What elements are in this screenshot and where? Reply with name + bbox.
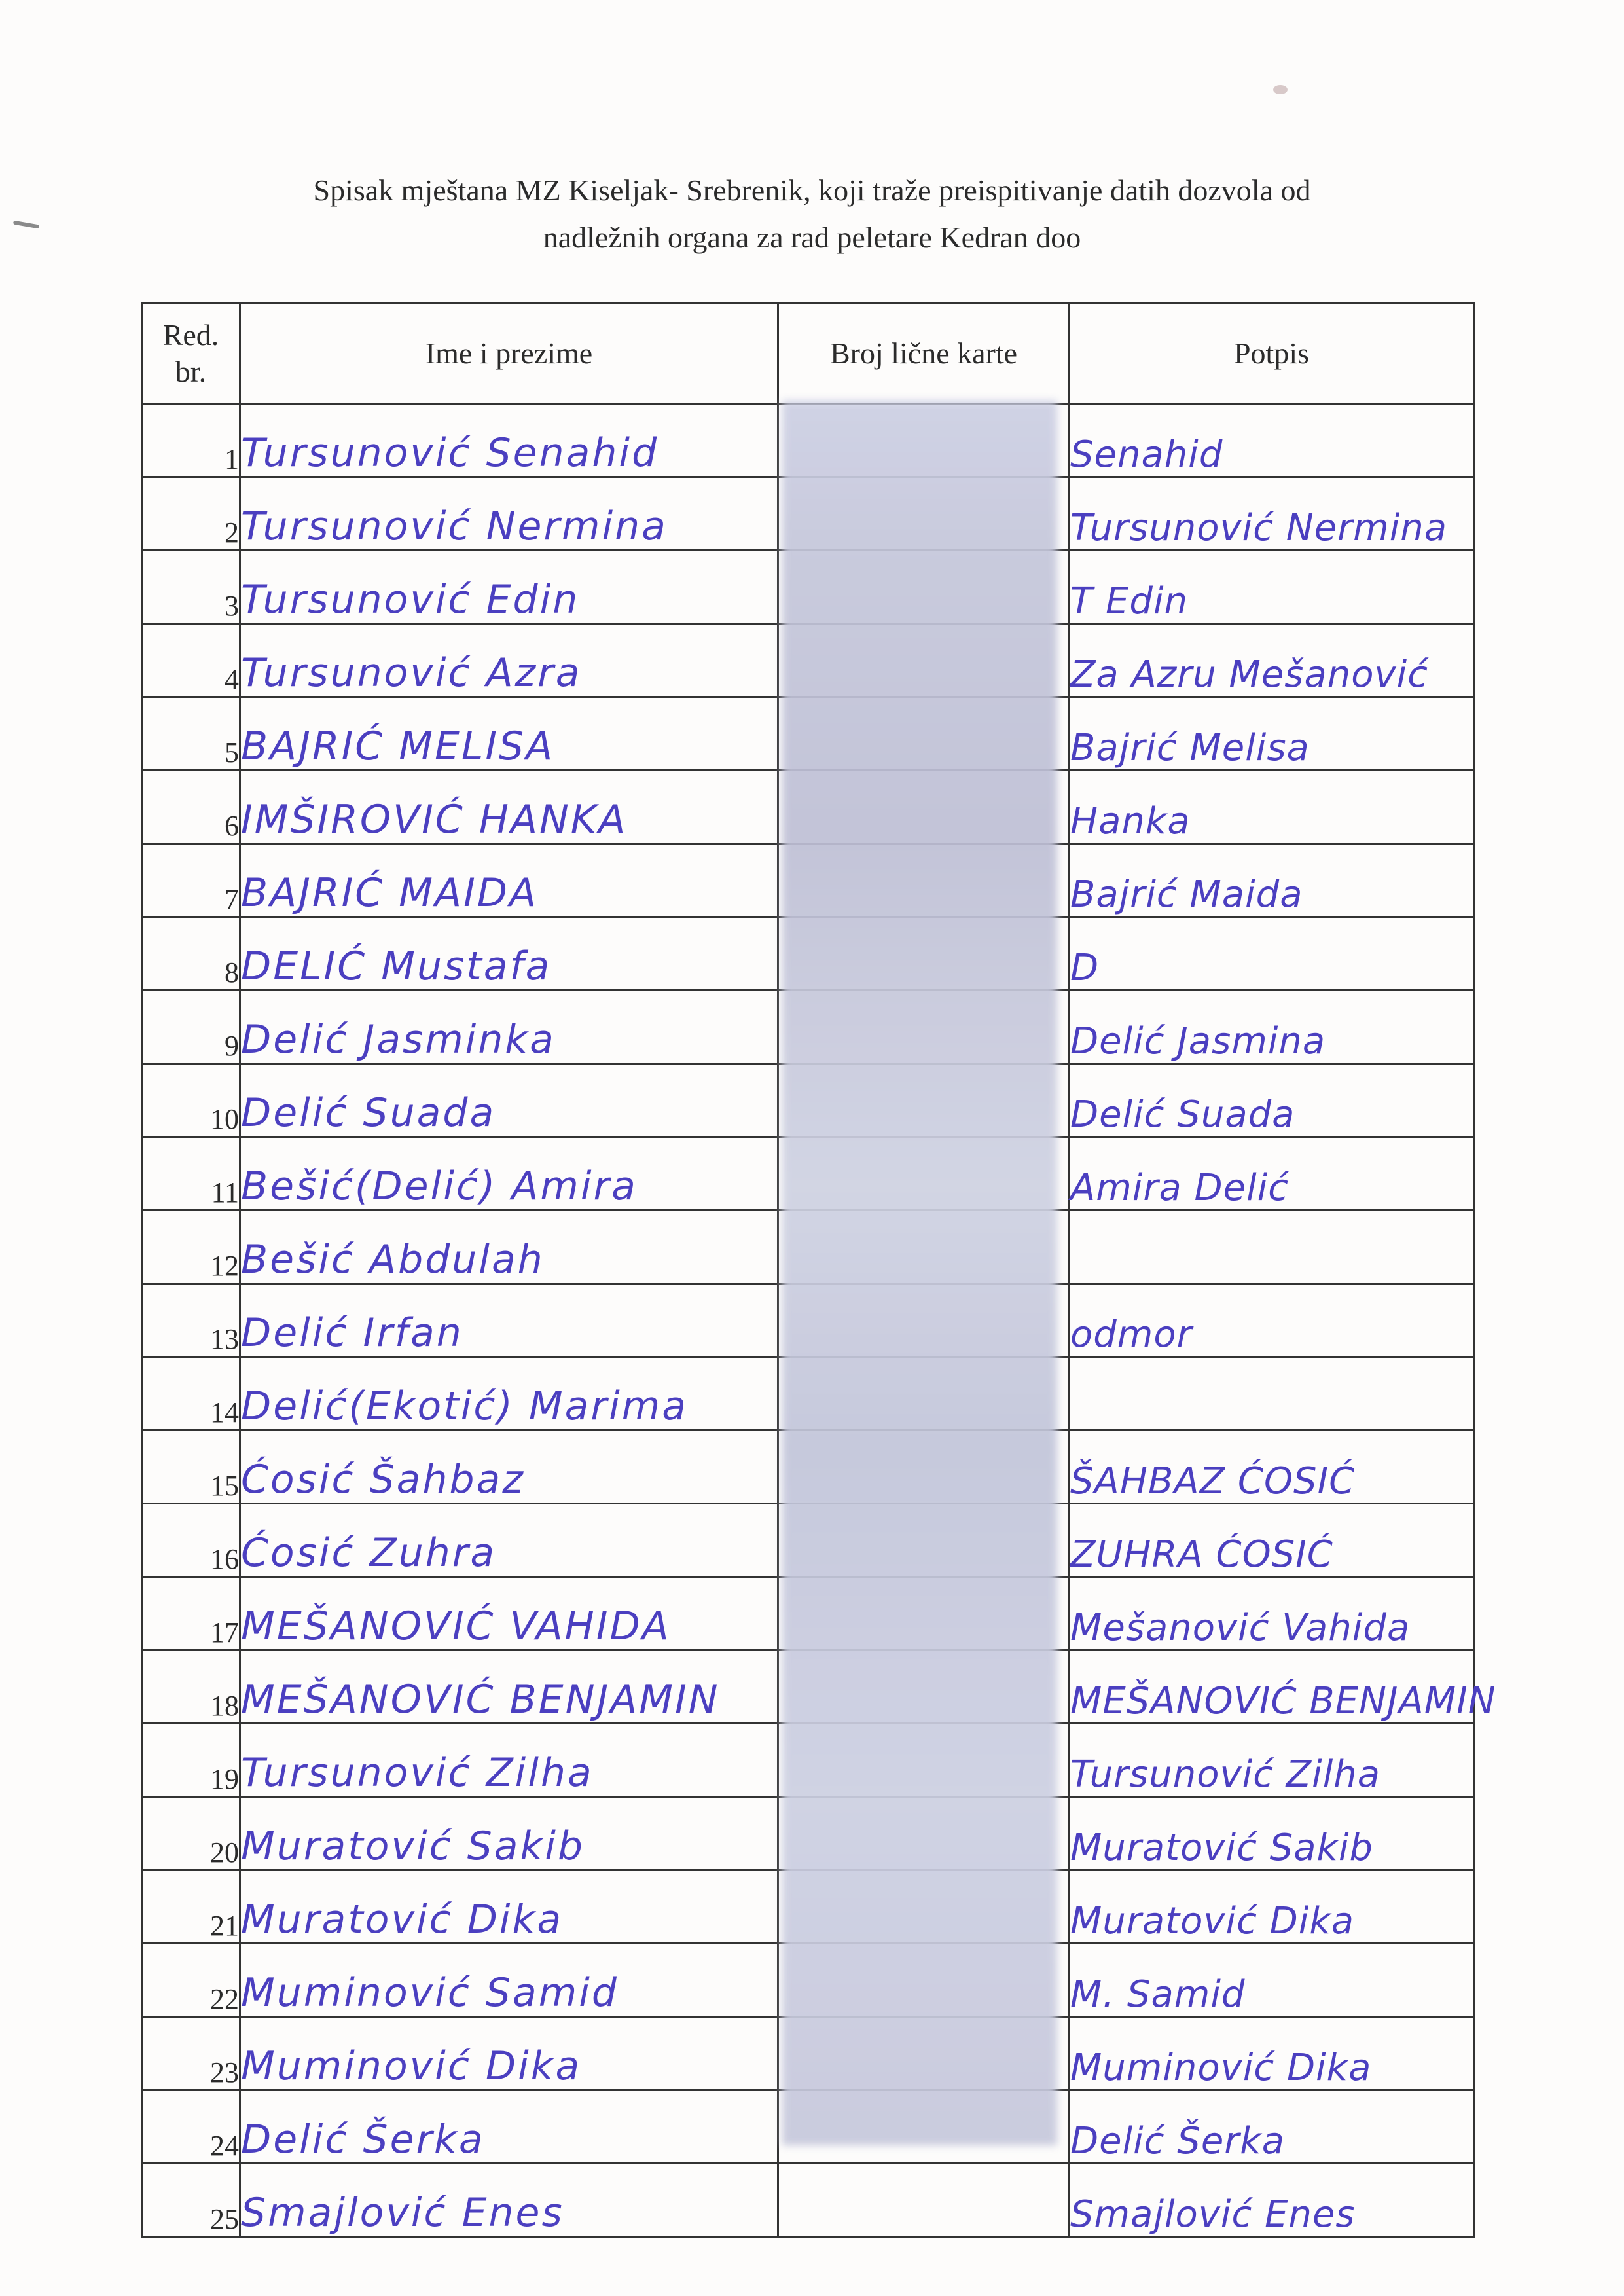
signature-cell: Delić Suada: [1070, 1064, 1474, 1137]
signature-cell: Muratović Sakib: [1070, 1797, 1474, 1870]
row-number: 17: [142, 1577, 240, 1650]
row-number: 14: [142, 1357, 240, 1430]
signature-cell: Amira Delić: [1070, 1137, 1474, 1211]
signature-cell: [1070, 1211, 1474, 1284]
signature-cell: M. Samid: [1070, 1944, 1474, 2017]
row-number: 12: [142, 1211, 240, 1284]
table-row: [142, 2164, 1474, 2237]
row-number: 21: [142, 1870, 240, 1944]
row-number: 3: [142, 551, 240, 624]
handwritten-name: Tursunović Edin: [240, 551, 778, 624]
row-number: 20: [142, 1797, 240, 1870]
signature-cell: Muminović Dika: [1070, 2017, 1474, 2090]
signature-cell: Smajlović Enes: [1070, 2164, 1474, 2237]
title-line-1: Spisak mještana MZ Kiseljak- Srebrenik, koji traže preispitivanje datih dozvola od: [313, 173, 1311, 207]
row-number: 1: [142, 404, 240, 477]
handwritten-name: Smajlović Enes: [240, 2164, 778, 2237]
handwritten-name: MEŠANOVIĆ VAHIDA: [240, 1577, 778, 1650]
paper-speck: [1273, 85, 1288, 94]
handwritten-name: Delić(Ekotić) Marima: [240, 1357, 778, 1430]
handwritten-name: Tursunović Zilha: [240, 1724, 778, 1797]
handwritten-name: Muminović Dika: [240, 2017, 778, 2090]
redacted-id-numbers: [782, 401, 1057, 2145]
handwritten-name: BAJRIĆ MAIDA: [240, 844, 778, 917]
handwritten-name: Tursunović Nermina: [240, 477, 778, 551]
signature-cell: T Edin: [1070, 551, 1474, 624]
signature-cell: odmor: [1070, 1284, 1474, 1357]
signature-cell: [1070, 1357, 1474, 1430]
signature-cell: Bajrić Maida: [1070, 844, 1474, 917]
signature-cell: Hanka: [1070, 771, 1474, 844]
handwritten-name: Tursunović Senahid: [240, 404, 778, 477]
signature-cell: Delić Šerka: [1070, 2090, 1474, 2164]
handwritten-name: Bešić(Delić) Amira: [240, 1137, 778, 1211]
id-number-cell: [778, 2164, 1070, 2237]
handwritten-name: BAJRIĆ MELISA: [240, 697, 778, 771]
row-number: 13: [142, 1284, 240, 1357]
signature-cell: Senahid: [1070, 404, 1474, 477]
document-title: [131, 167, 1493, 261]
header-red-br-line1: Red.: [162, 318, 219, 352]
handwritten-name: Delić Šerka: [240, 2090, 778, 2164]
handwritten-name: Ćosić Zuhra: [240, 1504, 778, 1577]
handwritten-name: DELIĆ Mustafa: [240, 917, 778, 991]
handwritten-name: Bešić Abdulah: [240, 1211, 778, 1284]
row-number: 23: [142, 2017, 240, 2090]
signature-cell: Muratović Dika: [1070, 1870, 1474, 1944]
row-number: 25: [142, 2164, 240, 2237]
handwritten-name: Muminović Samid: [240, 1944, 778, 2017]
row-number: 9: [142, 991, 240, 1064]
handwritten-name: Ćosić Šahbaz: [240, 1430, 778, 1504]
signature-cell: Mešanović Vahida: [1070, 1577, 1474, 1650]
signature-cell: D: [1070, 917, 1474, 991]
signature-cell: ZUHRA ĆOSIĆ: [1070, 1504, 1474, 1577]
row-number: 18: [142, 1650, 240, 1724]
header-name: Ime i prezime: [240, 304, 778, 404]
row-number: 5: [142, 697, 240, 771]
margin-mark: [13, 221, 39, 229]
row-number: 24: [142, 2090, 240, 2164]
signature-cell: Bajrić Melisa: [1070, 697, 1474, 771]
handwritten-name: Muratović Sakib: [240, 1797, 778, 1870]
header-signature: Potpis: [1070, 304, 1474, 404]
signature-cell: Delić Jasmina: [1070, 991, 1474, 1064]
row-number: 4: [142, 624, 240, 697]
row-number: 22: [142, 1944, 240, 2017]
handwritten-name: Delić Suada: [240, 1064, 778, 1137]
signature-cell: ŠAHBAZ ĆOSIĆ: [1070, 1430, 1474, 1504]
handwritten-name: Tursunović Azra: [240, 624, 778, 697]
handwritten-name: Delić Jasminka: [240, 991, 778, 1064]
row-number: 2: [142, 477, 240, 551]
row-number: 10: [142, 1064, 240, 1137]
row-number: 6: [142, 771, 240, 844]
header-id-number: Broj lične karte: [778, 304, 1070, 404]
handwritten-name: IMŠIROVIĆ HANKA: [240, 771, 778, 844]
header-red-br: [142, 304, 240, 404]
signature-cell: MEŠANOVIĆ BENJAMIN: [1070, 1650, 1474, 1724]
row-number: 19: [142, 1724, 240, 1797]
row-number: 11: [142, 1137, 240, 1211]
header-red-br-line2: br.: [175, 355, 207, 388]
row-number: 7: [142, 844, 240, 917]
title-line-2: nadležnih organa za rad peletare Kedran doo: [543, 221, 1081, 254]
row-number: 8: [142, 917, 240, 991]
header-row: [142, 304, 1474, 404]
row-number: 16: [142, 1504, 240, 1577]
signature-cell: Za Azru Mešanović: [1070, 624, 1474, 697]
signature-cell: Tursunović Zilha: [1070, 1724, 1474, 1797]
handwritten-name: Muratović Dika: [240, 1870, 778, 1944]
row-number: 15: [142, 1430, 240, 1504]
handwritten-name: Delić Irfan: [240, 1284, 778, 1357]
signature-cell: Tursunović Nermina: [1070, 477, 1474, 551]
handwritten-name: MEŠANOVIĆ BENJAMIN: [240, 1650, 778, 1724]
